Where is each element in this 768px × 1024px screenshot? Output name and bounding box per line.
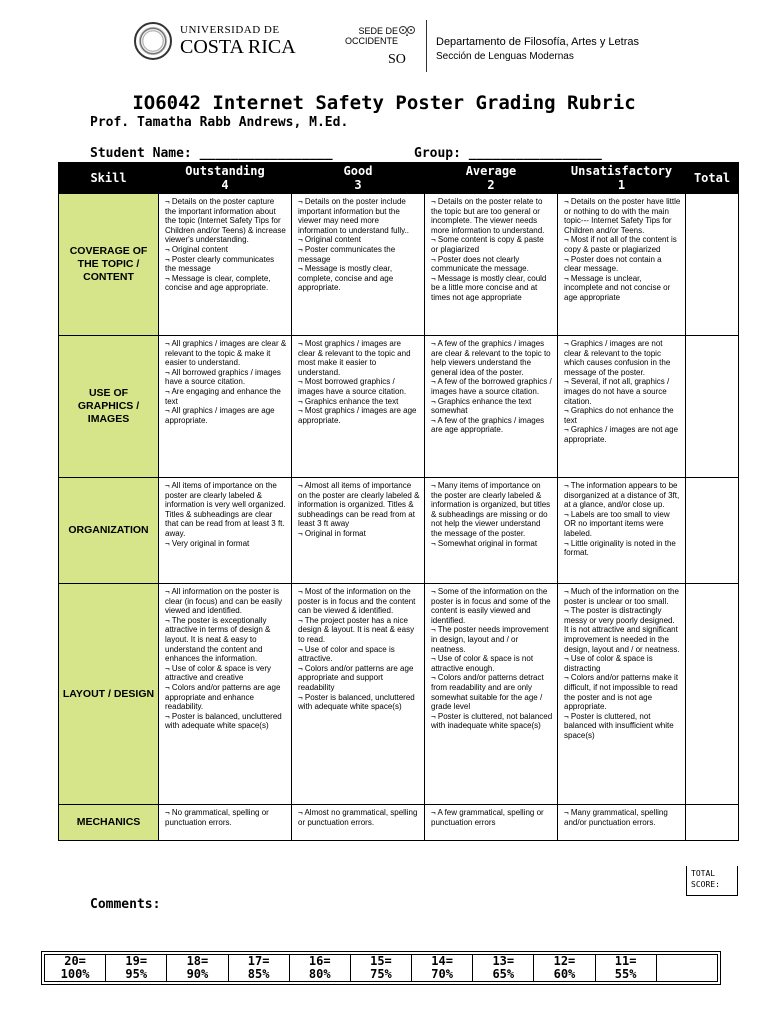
row-total-cell[interactable] — [686, 194, 739, 336]
group-field: Group: _________________ — [414, 146, 602, 161]
criteria-item: ¬ Most if not all of the content is copy & paste or plagiarized — [564, 235, 677, 254]
criteria-item: ¬ Most of the information on the poster is in focus and the content can be viewed & identified. — [298, 587, 416, 616]
criteria-item: ¬ Graphics / images are not clear & relevant to the topic which causes confusion in the message of the poster. — [564, 339, 671, 377]
grade-points: 13= — [492, 954, 515, 968]
col-header-average: Average 2 — [425, 163, 558, 194]
row-total-cell[interactable] — [686, 478, 739, 584]
skill-label: MECHANICS — [59, 805, 159, 841]
criteria-cell-average — [425, 584, 558, 805]
university-name-line1: UNIVERSIDAD DE — [180, 24, 280, 36]
criteria-item: ¬ No grammatical, spelling or punctuation errors. — [165, 808, 269, 827]
rubric-header-row — [59, 163, 739, 194]
rubric-row — [59, 478, 739, 584]
criteria-item: ¬ Graphics enhance the text — [298, 396, 399, 406]
criteria-item: ¬ Poster is balanced, uncluttered with adequate white space(s) — [165, 711, 282, 731]
criteria-item: ¬ Use of color & space is very attractive and creative — [165, 663, 272, 683]
criteria-item: ¬ Some content is copy & paste or plagiarized — [431, 235, 544, 254]
sede-label — [342, 26, 398, 46]
criteria-cell-good — [292, 584, 425, 805]
sede-line2: OCCIDENTE — [344, 36, 398, 46]
rubric-row — [59, 336, 739, 478]
criteria-cell-outstanding — [159, 584, 292, 805]
grade-points: 11= — [614, 954, 637, 968]
criteria-item: ¬ Labels are too small to view OR no important items were labeled. — [564, 509, 670, 538]
criteria-item: ¬ Original in format — [298, 528, 366, 538]
grade-points: 16= — [308, 954, 331, 968]
criteria-cell-average — [425, 805, 558, 841]
criteria-item: ¬ Much of the information on the poster is unclear or too small. — [564, 587, 679, 606]
criteria-item: ¬ Almost all items of importance on the poster are clearly labeled & information is organized. Titles & subheadings can be read from at least 3 ft away — [298, 481, 420, 529]
criteria-item: ¬ Poster communicates the message — [298, 244, 396, 264]
criteria-item: ¬ Original content — [165, 244, 228, 254]
grade-scale-cell — [106, 955, 167, 982]
criteria-cell-average — [425, 194, 558, 336]
criteria-item: ¬ All information on the poster is clear (in focus) and can be easily viewed and identified. — [165, 587, 282, 616]
grade-scale-cell — [473, 955, 534, 982]
sede-line1: SEDE DE — [358, 26, 398, 36]
criteria-item: ¬ Colors and/or patterns make it difficult, if not impossible to read the poster and is not age appropriate. — [564, 673, 679, 712]
criteria-item: ¬ A few of the graphics / images are clear & relevant to the topic to help viewers understand the general idea of the poster. — [431, 339, 551, 377]
criteria-item: ¬ Are engaging and enhance the text — [165, 386, 281, 406]
criteria-item: ¬ All items of importance on the poster are clearly labeled & information is very well organized. Titles & subheadings are clear that can be read from at least 3 ft. away. — [165, 481, 286, 538]
grade-points: 15= — [370, 954, 392, 968]
grade-points: 12= — [553, 954, 576, 968]
grade-scale-cell — [228, 955, 289, 982]
criteria-item: ¬ Poster is cluttered, not balanced with inadequate white space(s) — [431, 711, 553, 731]
header-divider — [426, 20, 427, 72]
skill-label: COVERAGE OF THE TOPIC / CONTENT — [59, 194, 159, 336]
criteria-item: ¬ Most borrowed graphics / images have a source citation. — [298, 377, 407, 396]
criteria-item: ¬ Details on the poster have little or nothing to do with the main topic--- Internet Safety Tips for Children and/or Teens. — [564, 197, 681, 235]
grade-scale-cell — [595, 955, 656, 982]
col-header-good: Good 3 — [292, 163, 425, 194]
grade-scale-cell — [412, 955, 473, 982]
criteria-item: ¬ Message is mostly clear, complete, concise and age appropriate. — [298, 264, 394, 293]
department-name: Departamento de Filosofía, Artes y Letras — [436, 36, 639, 48]
grade-percent: 65% — [492, 967, 515, 981]
criteria-cell-unsatisfactory — [558, 194, 686, 336]
criteria-item: ¬ The information appears to be disorganized at a distance of 3ft, at a glance, and/or close up. — [564, 481, 680, 510]
section-name: Sección de Lenguas Modernas — [436, 51, 574, 62]
criteria-item: ¬ Many items of importance on the poster are clearly labeled & information is organized, but titles & subheadings are missing or do not help the viewer understand the message of the poster. — [431, 481, 551, 538]
grade-scale-cell — [45, 955, 106, 982]
grade-percent: 60% — [553, 967, 576, 981]
grade-percent: 55% — [614, 967, 637, 981]
criteria-item: ¬ All borrowed graphics / images have a source citation. — [165, 367, 281, 387]
grade-scale-blank-cell — [656, 955, 717, 982]
grade-percent: 75% — [370, 967, 392, 981]
grade-points: 20= — [64, 954, 86, 968]
criteria-cell-good — [292, 805, 425, 841]
owl-logo-icon — [398, 24, 416, 40]
criteria-item: ¬ Message is unclear, incomplete and not concise or age appropriate — [564, 273, 671, 302]
grade-points: 19= — [125, 954, 148, 968]
criteria-item: ¬ Original content — [298, 235, 361, 245]
total-score-box: TOTAL SCORE: — [686, 866, 738, 896]
grade-scale-row — [45, 955, 718, 982]
criteria-cell-unsatisfactory — [558, 478, 686, 584]
grade-percent: 80% — [308, 967, 331, 981]
criteria-item: ¬ Colors and/or patterns detract from readability and are only somewhat suitable for the age / grade level — [431, 673, 544, 712]
criteria-item: ¬ The poster is exceptionally attractive in terms of design & layout. It is neat & easy to understand the content and enhances the information. — [165, 615, 271, 664]
criteria-item: ¬ The poster is distractingly messy or very poorly designed. It is not attractive and significant improvement is needed in the design, layout and / or neatness. — [564, 606, 680, 654]
col-header-unsatisfactory: Unsatisfactory 1 — [558, 163, 686, 194]
letterhead — [130, 16, 650, 76]
criteria-cell-good — [292, 336, 425, 478]
criteria-item: ¬ Colors and/or patterns are age appropriate and support readability — [298, 663, 414, 692]
criteria-cell-outstanding — [159, 336, 292, 478]
university-name-line2: COSTA RICA — [180, 36, 296, 58]
grade-scale-table — [44, 954, 718, 982]
criteria-item: ¬ Graphics / images are not age appropriate. — [564, 425, 679, 444]
comments-label: Comments: — [90, 897, 161, 912]
rubric-row — [59, 584, 739, 805]
criteria-item: ¬ Use of color & space is not attractive enough. — [431, 654, 534, 673]
criteria-item: ¬ Somewhat original in format — [431, 538, 538, 548]
criteria-item: ¬ Poster is cluttered, not balanced with insufficient white space(s) — [564, 711, 674, 740]
student-name-field: Student Name: _________________ — [90, 146, 333, 161]
grade-scale-cell — [289, 955, 350, 982]
criteria-cell-good — [292, 478, 425, 584]
grade-scale-cell — [167, 955, 228, 982]
criteria-item: ¬ A few of the borrowed graphics / images have a source citation. — [431, 377, 552, 396]
criteria-item: ¬ Message is clear, complete, concise and age appropriate. — [165, 273, 271, 293]
criteria-item: ¬ Graphics do not enhance the text — [564, 406, 674, 425]
criteria-item: ¬ Little originality is noted in the format. — [564, 538, 676, 558]
criteria-item: ¬ A few grammatical, spelling or punctuation errors — [431, 808, 544, 827]
grade-percent: 95% — [125, 967, 148, 981]
grade-scale-cell — [534, 955, 595, 982]
criteria-item: ¬ All graphics / images are clear & relevant to the topic & make it easier to understand. — [165, 339, 287, 368]
row-total-cell[interactable] — [686, 584, 739, 805]
row-total-cell[interactable] — [686, 336, 739, 478]
criteria-item: ¬ The poster needs improvement in design, layout and / or neatness. — [431, 625, 549, 654]
grade-percent: 70% — [431, 967, 453, 981]
criteria-cell-outstanding — [159, 478, 292, 584]
grade-points: 18= — [186, 954, 209, 968]
skill-label: USE OF GRAPHICS / IMAGES — [59, 336, 159, 478]
criteria-cell-good — [292, 194, 425, 336]
col-header-skill: Skill — [59, 163, 159, 194]
grade-percent: 100% — [60, 967, 90, 981]
grade-points: 14= — [431, 954, 453, 968]
criteria-item: ¬ Several, if not all, graphics / images do not have a source citation. — [564, 377, 670, 406]
criteria-item: ¬ Very original in format — [165, 538, 250, 548]
criteria-item: ¬ Most graphics / images are age appropriate. — [298, 406, 417, 425]
col-header-outstanding: Outstanding 4 — [159, 163, 292, 194]
criteria-item: ¬ Details on the poster include important information but the viewer may need more information to understand fully.. — [298, 197, 410, 235]
criteria-item: ¬ All graphics / images are age appropriate. — [165, 406, 275, 425]
page-title: IO6042 Internet Safety Poster Grading Rubric — [132, 92, 636, 114]
col-header-total: Total — [686, 163, 739, 194]
criteria-cell-outstanding — [159, 194, 292, 336]
criteria-item: ¬ Most graphics / images are clear & relevant to the topic and most make it easier to understand. — [298, 339, 411, 377]
criteria-cell-unsatisfactory — [558, 336, 686, 478]
criteria-item: ¬ Message is mostly clear, could be a little more concise and at times not age appropriate — [431, 273, 547, 302]
professor-name: Prof. Tamatha Rabb Andrews, M.Ed. — [90, 115, 349, 130]
criteria-item: ¬ Use of color & space is distracting — [564, 654, 653, 673]
row-total-cell[interactable] — [686, 805, 739, 841]
grade-percent: 90% — [186, 967, 209, 981]
grade-scale-cell — [350, 955, 411, 982]
grade-points: 17= — [247, 954, 270, 968]
criteria-item: ¬ The project poster has a nice design & layout. It is neat & easy to read. — [298, 615, 415, 644]
so-logo-mark: SO — [388, 52, 406, 67]
university-seal-icon — [134, 22, 172, 60]
rubric-row — [59, 194, 739, 336]
criteria-item: ¬ Poster is balanced, uncluttered with adequate white space(s) — [298, 692, 415, 712]
criteria-cell-unsatisfactory — [558, 805, 686, 841]
criteria-cell-average — [425, 336, 558, 478]
criteria-cell-average — [425, 478, 558, 584]
criteria-item: ¬ Details on the poster capture the important information about the topic (Internet Safety Tips for Children and/or Teens) & increase viewer's understanding. — [165, 197, 286, 245]
criteria-item: ¬ Graphics enhance the text somewhat — [431, 396, 532, 416]
skill-label: LAYOUT / DESIGN — [59, 584, 159, 805]
criteria-item: ¬ A few of the graphics / images are age appropriate. — [431, 415, 545, 435]
criteria-item: ¬ Use of color and space is attractive. — [298, 644, 395, 664]
rubric-row — [59, 805, 739, 841]
criteria-item: ¬ Some of the information on the poster is in focus and some of the content is easily viewed and identified. — [431, 587, 551, 625]
grade-percent: 85% — [247, 967, 270, 981]
criteria-cell-outstanding — [159, 805, 292, 841]
criteria-item: ¬ Poster does not contain a clear message. — [564, 254, 662, 274]
criteria-item: ¬ Details on the poster relate to the topic but are too general or incomplete. The viewer needs more information to understand. — [431, 197, 545, 235]
skill-label: ORGANIZATION — [59, 478, 159, 584]
criteria-item: ¬ Almost no grammatical, spelling or punctuation errors. — [298, 808, 418, 827]
criteria-item: ¬ Colors and/or patterns are age appropriate and enhance readability. — [165, 682, 281, 712]
criteria-item: ¬ Poster does not clearly communicate the message. — [431, 254, 529, 274]
rubric-table — [58, 162, 739, 841]
criteria-item: ¬ Many grammatical, spelling and/or punctuation errors. — [564, 808, 668, 827]
criteria-item: ¬ Poster clearly communicates the message — [165, 254, 275, 274]
criteria-cell-unsatisfactory — [558, 584, 686, 805]
